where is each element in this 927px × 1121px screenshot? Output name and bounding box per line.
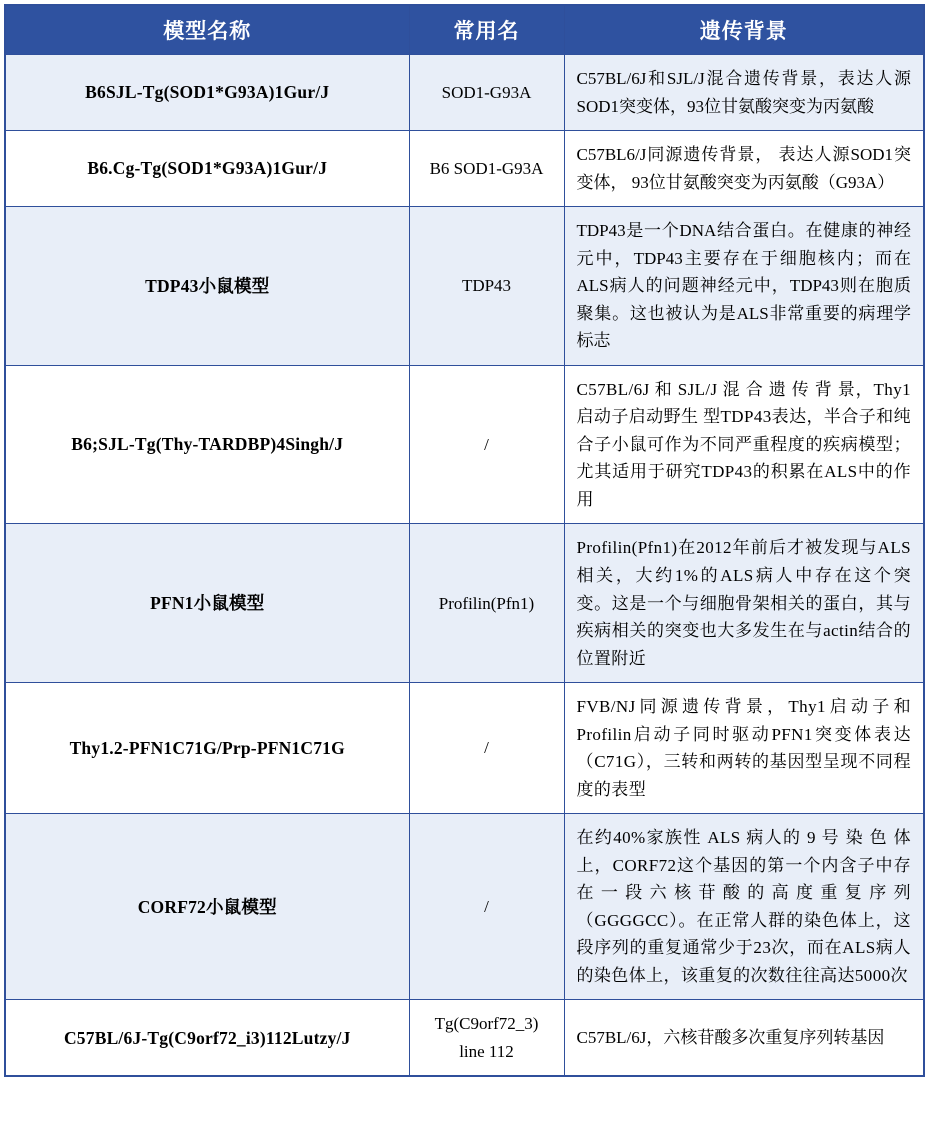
cell-common-name: B6 SOD1-G93A — [409, 131, 564, 207]
cell-model-name: TDP43小鼠模型 — [5, 207, 409, 366]
column-header-model-name: 模型名称 — [5, 5, 409, 55]
table-row — [5, 207, 924, 366]
table-row — [5, 683, 924, 814]
cell-model-name: CORF72小鼠模型 — [5, 814, 409, 1000]
cell-common-name: TDP43 — [409, 207, 564, 366]
cell-common-name: Tg(C9orf72_3) line 112 — [409, 1000, 564, 1077]
table-row — [5, 524, 924, 683]
cell-common-name: / — [409, 683, 564, 814]
cell-model-name: B6.Cg-Tg(SOD1*G93A)1Gur/J — [5, 131, 409, 207]
als-mouse-model-table — [4, 4, 925, 1077]
cell-model-name: PFN1小鼠模型 — [5, 524, 409, 683]
cell-genetic-background: FVB/NJ同源遗传背景，Thy1启动子和 Profilin启动子同时驱动PFN1突变体表达（C71G），三转和两转的基因型呈现不同程度的表型 — [564, 683, 924, 814]
table-row — [5, 55, 924, 131]
cell-common-name: Profilin(Pfn1) — [409, 524, 564, 683]
cell-model-name: Thy1.2-PFN1C71G/Prp-PFN1C71G — [5, 683, 409, 814]
table-body — [5, 55, 924, 1077]
cell-genetic-background: TDP43是一个DNA结合蛋白。在健康的神经元中，TDP43主要存在于细胞核内；而在ALS病人的问题神经元中，TDP43则在胞质聚集。这也被认为是ALS非常重要的病理学标志 — [564, 207, 924, 366]
cell-common-name: SOD1-G93A — [409, 55, 564, 131]
cell-genetic-background: C57BL/6J和SJL/J混合遗传背景，表达人源SOD1突变体，93位甘氨酸突变为丙氨酸 — [564, 55, 924, 131]
cell-model-name: B6SJL-Tg(SOD1*G93A)1Gur/J — [5, 55, 409, 131]
table-row — [5, 131, 924, 207]
cell-genetic-background: C57BL6/J同源遗传背景， 表达人源SOD1突变体， 93位甘氨酸突变为丙氨酸（G93A） — [564, 131, 924, 207]
table-row — [5, 814, 924, 1000]
cell-model-name: B6;SJL-Tg(Thy-TARDBP)4Singh/J — [5, 365, 409, 524]
table-row — [5, 1000, 924, 1077]
cell-genetic-background: 在约40%家族性 ALS 病人的 9 号 染 色 体 上，CORF72这个基因的第一个内含子中存在一段六核苷酸的高度重复序列（GGGGCC）。在正常人群的染色体上，这段序列的重复通常少于23次，而在ALS病人的染色体上，该重复的次数往往高达5000次 — [564, 814, 924, 1000]
cell-common-name: / — [409, 365, 564, 524]
cell-common-name: / — [409, 814, 564, 1000]
table-header — [5, 5, 924, 55]
table-row — [5, 365, 924, 524]
cell-genetic-background: C57BL/6J，六核苷酸多次重复序列转基因 — [564, 1000, 924, 1077]
cell-genetic-background: C57BL/6J 和 SJL/J 混 合 遗 传 背 景，Thy1启动子启动野生 型TDP43表达，半合子和纯合子小鼠可作为不同严重程度的疾病模型；尤其适用于研究TDP43的积累在ALS中的作用 — [564, 365, 924, 524]
column-header-genetic-background: 遗传背景 — [564, 5, 924, 55]
cell-model-name: C57BL/6J-Tg(C9orf72_i3)112Lutzy/J — [5, 1000, 409, 1077]
cell-genetic-background: Profilin(Pfn1)在2012年前后才被发现与ALS相关，大约1%的ALS病人中存在这个突变。这是一个与细胞骨架相关的蛋白，其与疾病相关的突变也大多发生在与actin结合的位置附近 — [564, 524, 924, 683]
header-row — [5, 5, 924, 55]
column-header-common-name: 常用名 — [409, 5, 564, 55]
